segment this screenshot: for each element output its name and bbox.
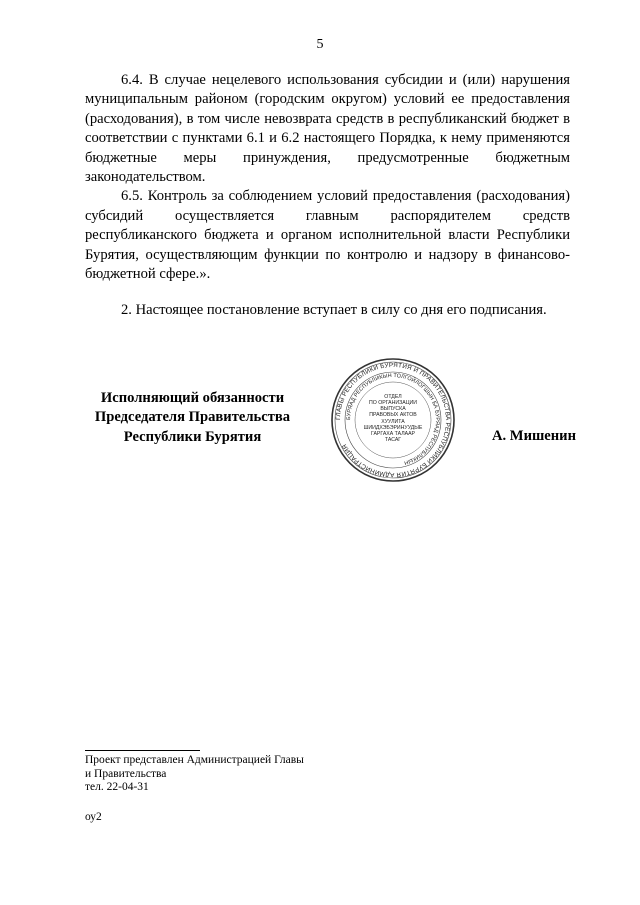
page-number: 5 [316, 37, 324, 52]
signatory-position-line: Республики Бурятия [123, 428, 262, 445]
footer-line: и Правительства [85, 767, 167, 780]
seal-outer-text: ГЛАВЫ РЕСПУБЛИКИ БУРЯТИЯ И ПРАВИТЕЛЬСТВА РЕСПУБЛИКИ БУРЯТИЯ АДМИНИСТРАЦИЯ [334, 361, 452, 479]
paragraph-6-4: 6.4. В случае нецелевого использования субсидии и (или) нарушения муниципальным районом (городским округом) условий ее предоставления (расходования), в том числе невозврата средств в республиканский бюджет в соответствии с пунктами 6.1 и 6.2 настоящего Порядка, к нему применяются бюджетные меры принуждения, предусмотренные бюджетным законодательством. [85, 72, 570, 186]
seal-center-line: ШИИДХЭБЭРИНУУДЫЕ [363, 425, 423, 431]
seal-center-line: ХУУЛИТА [381, 419, 405, 425]
footer-line: тел. 22-04-31 [85, 781, 149, 793]
signatory-position [70, 389, 315, 447]
paragraph-2: 2. Настоящее постановление вступает в силу со дня его подписания. [121, 302, 547, 319]
document-code: оу2 [85, 811, 102, 823]
seal-center-line: ПРАВОВЫХ АКТОВ [369, 412, 417, 418]
seal-center-line: ТАСАГ [384, 437, 402, 443]
signatory-name: А. Мишенин [491, 428, 576, 444]
signatory-position-line: Председателя Правительства [94, 409, 291, 426]
seal-center-line: ОТДЕЛ [384, 394, 402, 400]
signatory-position-line: Исполняющий обязанности [100, 390, 285, 406]
footer-line: Проект представлен Администрацией Главы [85, 754, 304, 766]
footer-divider [85, 750, 200, 751]
document-body [85, 71, 570, 321]
seal-inner-text: БУРЯАД РЕСПУБЛИКЫН ТОЛГОЙЛОГШЫН БА БУРЯАД РЕСПУБЛИКЫН [345, 372, 441, 466]
seal-center-line: ВЫПУСКА [380, 406, 406, 412]
seal-center-line: ПО ОРГАНИЗАЦИИ [369, 400, 417, 406]
official-seal [330, 357, 456, 483]
seal-center-line: ГАРГАХА ТАЛААР [370, 431, 416, 437]
paragraph-6-5: 6.5. Контроль за соблюдением условий предоставления (расходования) субсидий осуществляется главным распорядителем средств республиканского бюджета и органом исполнительной власти Республики Бурятия, осуществляющим функции по контролю и надзору в финансово-бюджетной сфере.». [85, 188, 570, 283]
footer-note [85, 754, 385, 795]
